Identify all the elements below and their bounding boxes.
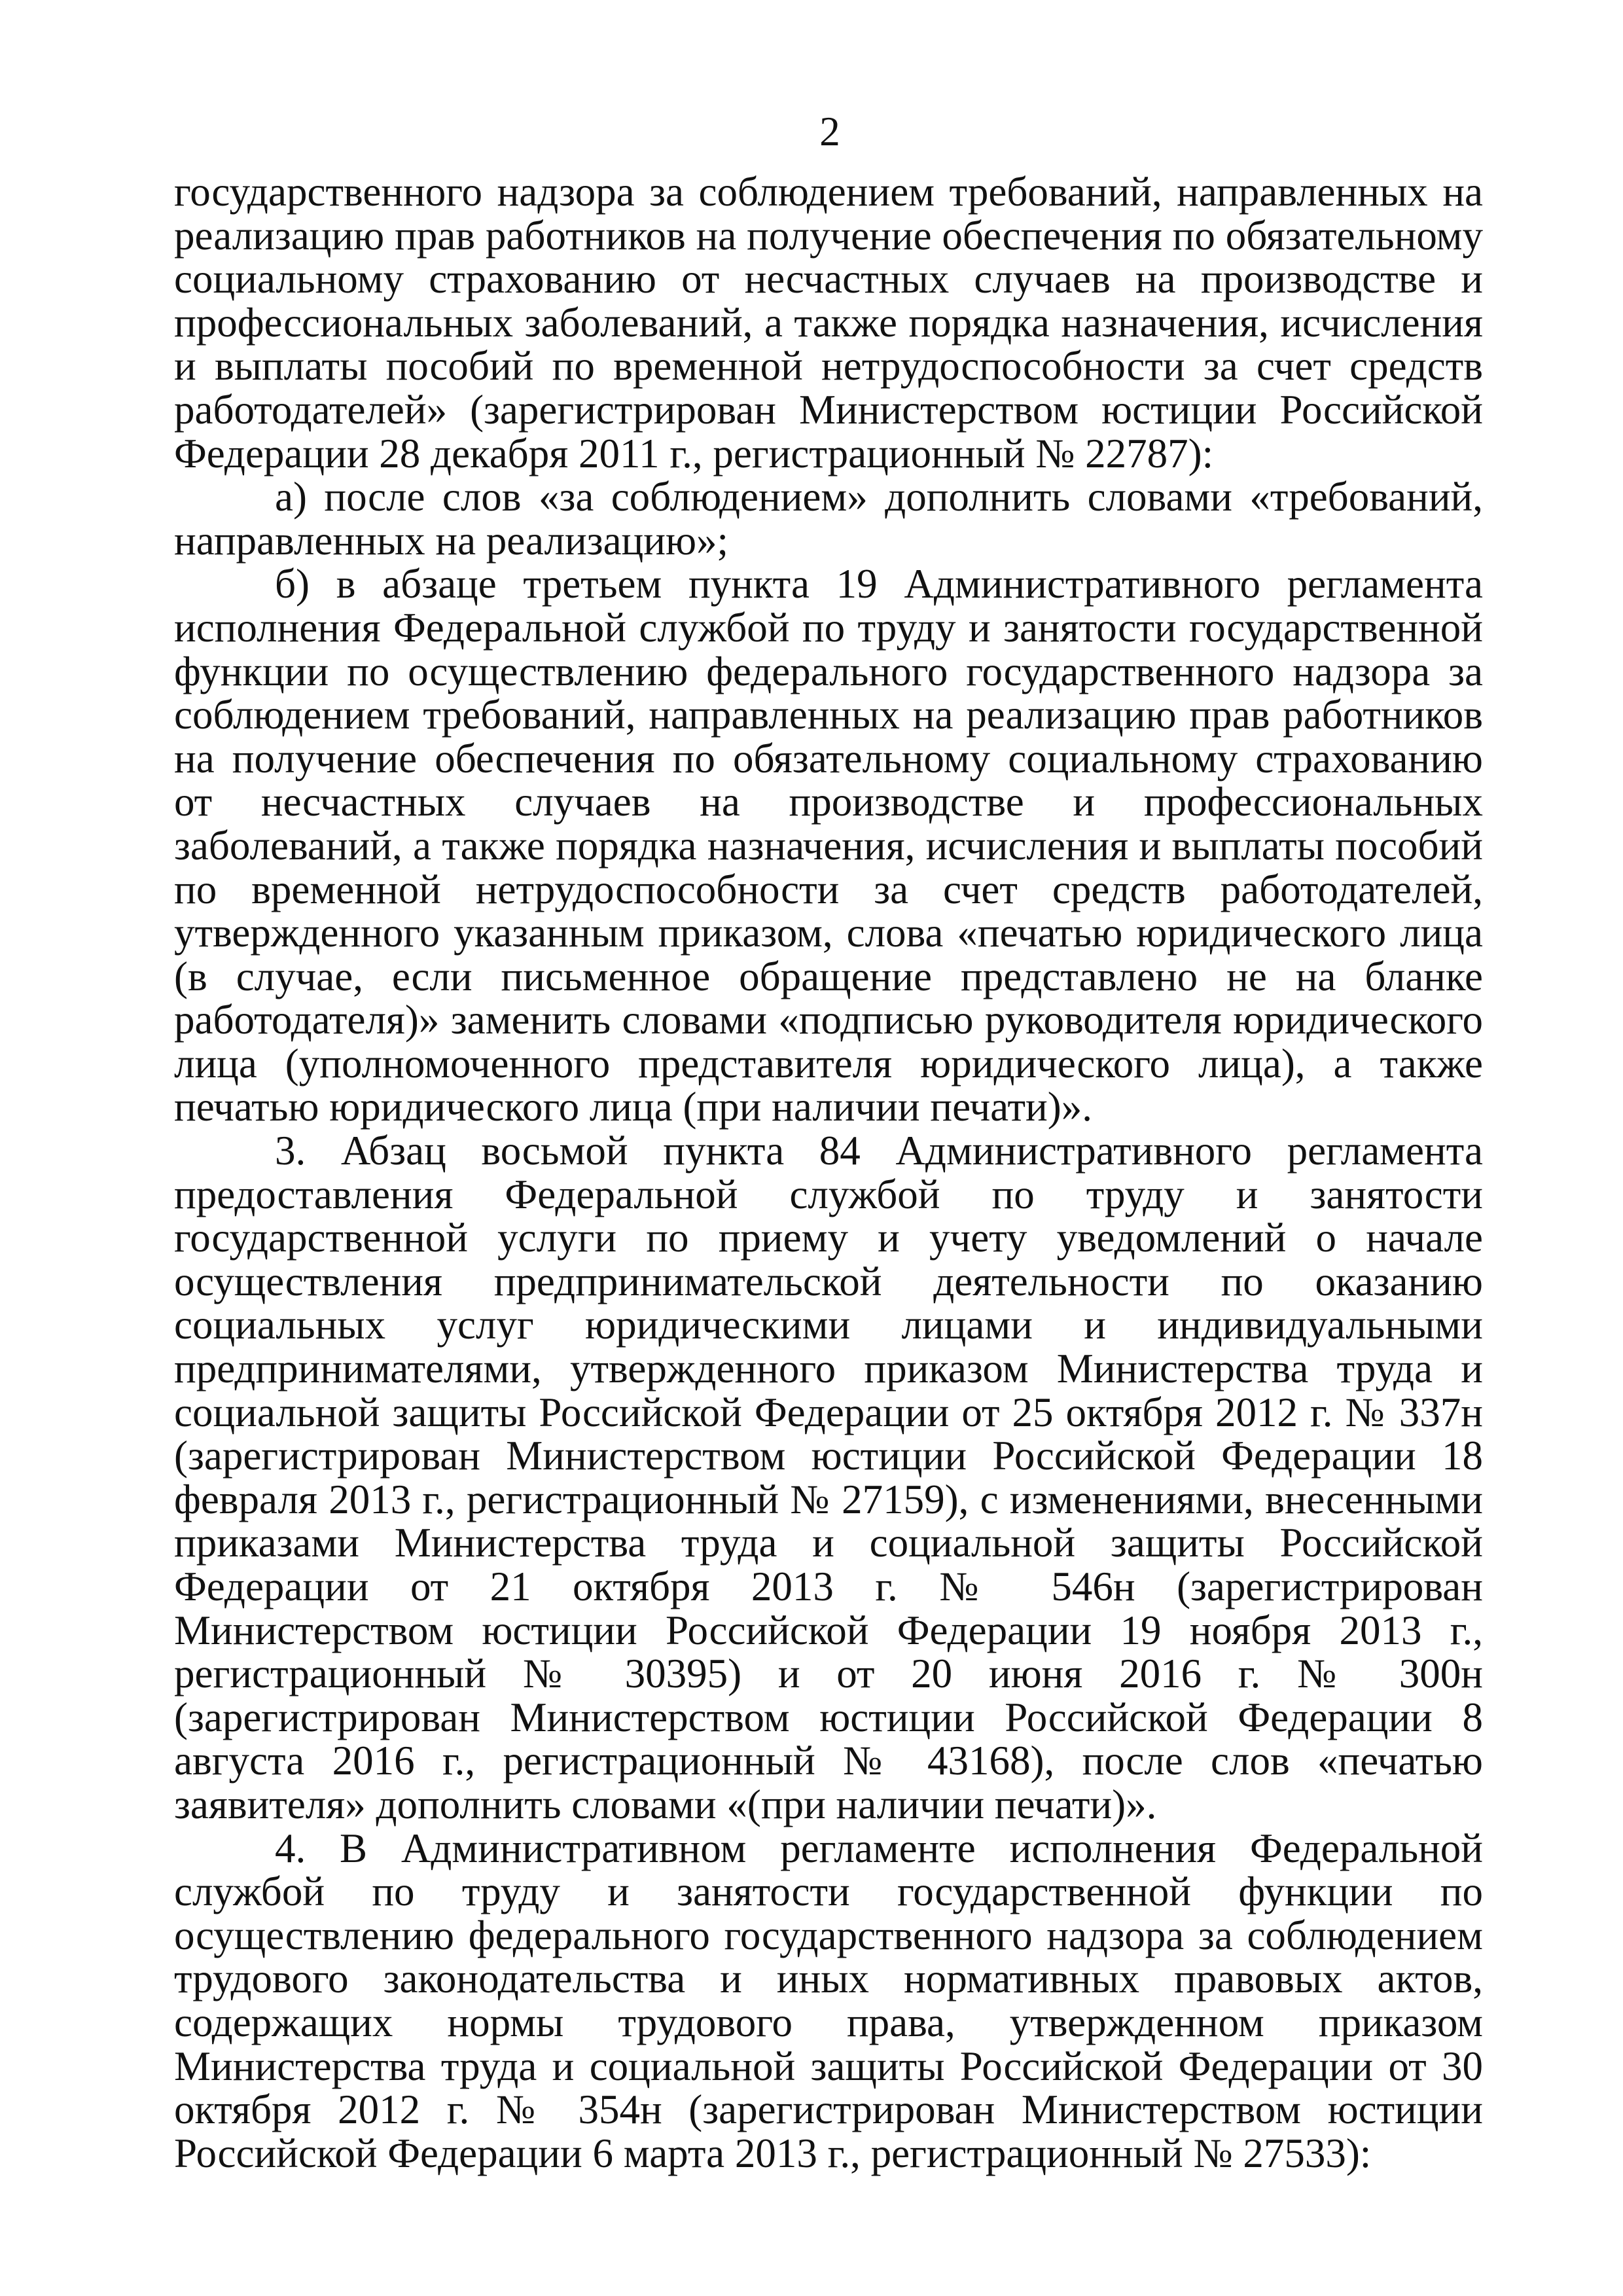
paragraph-item-a: а) после слов «за соблюдением» дополнить словами «требований, направленных на реализацию»; (174, 474, 1483, 564)
document-body (174, 170, 1483, 2175)
paragraph-continuation: государственного надзора за соблюдением требований, направленных на реализацию прав работников на получение обеспечения по обязательному социальному страхованию от несчастных случаев на производстве и профессиональных заболеваний, а также порядка назначения, исчисления и выплаты пособий по временной нетрудоспособности за счет средств работодателей» (зарегистрирован Министерством юстиции Российской Федерации 28 декабря 2011 г., регистрационный № 22787): (174, 169, 1483, 476)
page-number: 2 (819, 109, 840, 154)
paragraph-item-b: б) в абзаце третьем пункта 19 Административного регламента исполнения Федеральной службой по труду и занятости государственной функции по осуществлению федерального государственного надзора за соблюдением требований, направленных на реализацию прав работников на получение обеспечения по обязательному социальному страхованию от несчастных случаев на производстве и профессиональных заболеваний, а также порядка назначения, исчисления и выплаты пособий по временной нетрудоспособности за счет средств работодателей, утвержденного указанным приказом, слова «печатью юридического лица (в случае, если письменное обращение представлено не на бланке работодателя)» заменить словами «подписью руководителя юридического лица (уполномоченного представителя юридического лица), а также печатью юридического лица (при наличии печати)». (174, 561, 1483, 1130)
paragraph-item-3: 3. Абзац восьмой пункта 84 Административного регламента предоставления Федеральной службой по труду и занятости государственной услуги по приему и учету уведомлений о начале осуществления предпринимательской деятельности по оказанию социальных услуг юридическими лицами и индивидуальными предпринимателями, утвержденного приказом Министерства труда и социальной защиты Российской Федерации от 25 октября 2012 г. № 337н (зарегистрирован Министерством юстиции Российской Федерации 18 февраля 2013 г., регистрационный № 27159), с изменениями, внесенными приказами Министерства труда и социальной защиты Российской Федерации от 21 октября 2013 г. № 546н (зарегистрирован Министерством юстиции Российской Федерации 19 ноября 2013 г., регистрационный № 30395) и от 20 июня 2016 г. № 300н (зарегистрирован Министерством юстиции Российской Федерации 8 августа 2016 г., регистрационный № 43168), после слов «печатью заявителя» дополнить словами «(при наличии печати)». (174, 1128, 1483, 1827)
paragraph-item-4: 4. В Административном регламенте исполнения Федеральной службой по труду и занятости государственной функции по осуществлению федерального государственного надзора за соблюдением трудового законодательства и иных нормативных правовых актов, содержащих нормы трудового права, утвержденном приказом Министерства труда и социальной защиты Российской Федерации от 30 октября 2012 г. № 354н (зарегистрирован Министерством юстиции Российской Федерации 6 марта 2013 г., регистрационный № 27533): (174, 1825, 1483, 2176)
